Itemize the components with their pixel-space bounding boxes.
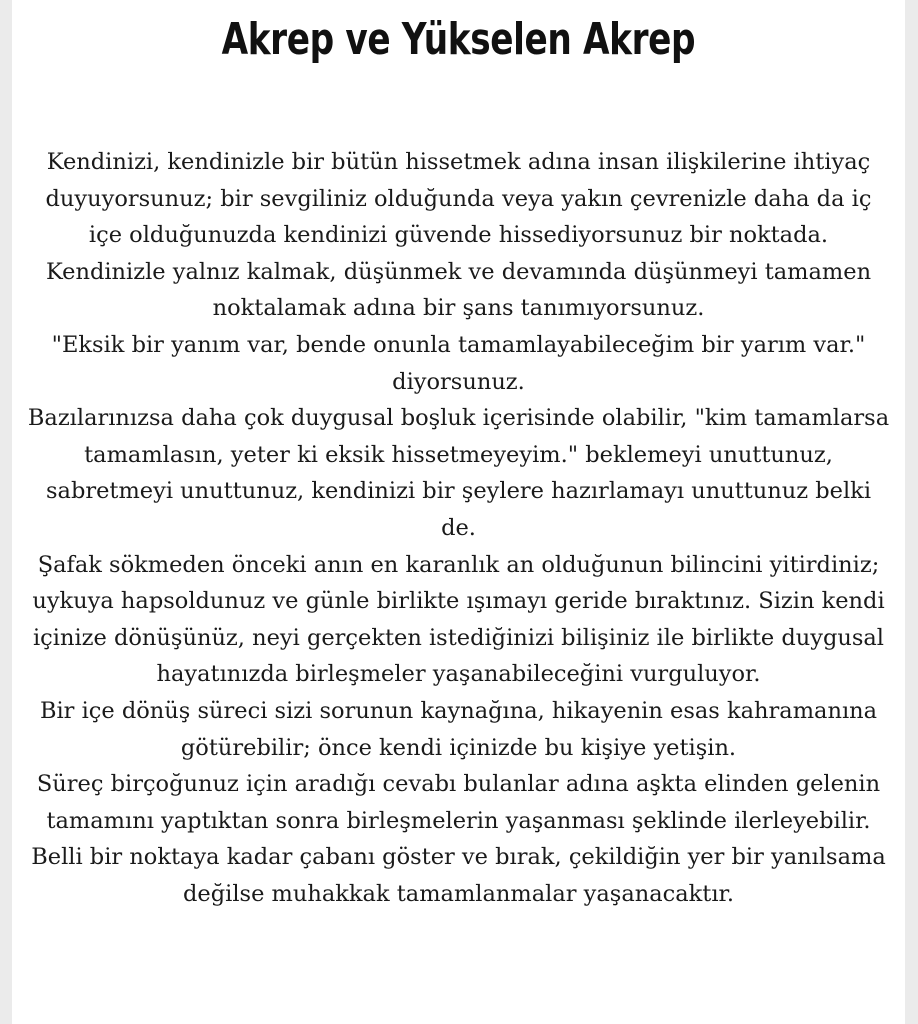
paragraph: Süreç birçoğunuz için aradığı cevabı bulanlar adına aşkta elinden gelenin tamamını yaptıktan sonra birleşmelerin yaşanması şeklinde ilerleyebilir. <box>36 771 881 834</box>
article-body <box>26 144 891 912</box>
paragraph: Kendinizle yalnız kalmak, düşünmek ve devamında düşünmeyi tamamen noktalamak adına bir şans tanımıyorsunuz. <box>45 258 872 322</box>
paragraph: Belli bir noktaya kadar çabanı göster ve bırak, çekildiğin yer bir yanılsama değilse muhakkak tamamlanmalar yaşanacaktır. <box>31 844 886 907</box>
paragraph: "Eksik bir yanım var, bende onunla tamamlayabileceğim bir yarım var." diyorsunuz. <box>51 331 866 395</box>
paragraph: Bir içe dönüş süreci sizi sorunun kaynağına, hikayenin esas kahramanına götürebilir; önce kendi içinizde bu kişiye yetişin. <box>39 697 878 761</box>
document-page <box>12 0 905 1024</box>
paragraph: Bazılarınızsa daha çok duygusal boşluk içerisinde olabilir, "kim tamamlarsa tamamlasın, yeter ki eksik hissetmeyeyim." beklemeyi unuttunuz, sabretmeyi unuttunuz, kendinizi bir şeylere hazırlamayı unuttunuz belki de. <box>27 405 890 541</box>
paragraph: Şafak sökmeden önceki anın en karanlık an olduğunun bilincini yitirdiniz; uykuya hapsoldunuz ve günle birlikte ışımayı geride bıraktınız. Sizin kendi içinize dönüşünüz, neyi gerçekten istediğinizi bilişiniz ile birlikte duygusal hayatınızda birleşmeler yaşanabileceğini vurguluyor. <box>32 551 885 688</box>
paragraph: Kendinizi, kendinizle bir bütün hissetmek adına insan ilişkilerine ihtiyaç duyuyorsunuz; bir sevgiliniz olduğunda veya yakın çevrenizle daha da iç içe olduğunuzda kendinizi güvende hissediyorsunuz bir noktada. <box>45 149 872 249</box>
page-title: Akrep ve Yükselen Akrep <box>221 14 696 65</box>
